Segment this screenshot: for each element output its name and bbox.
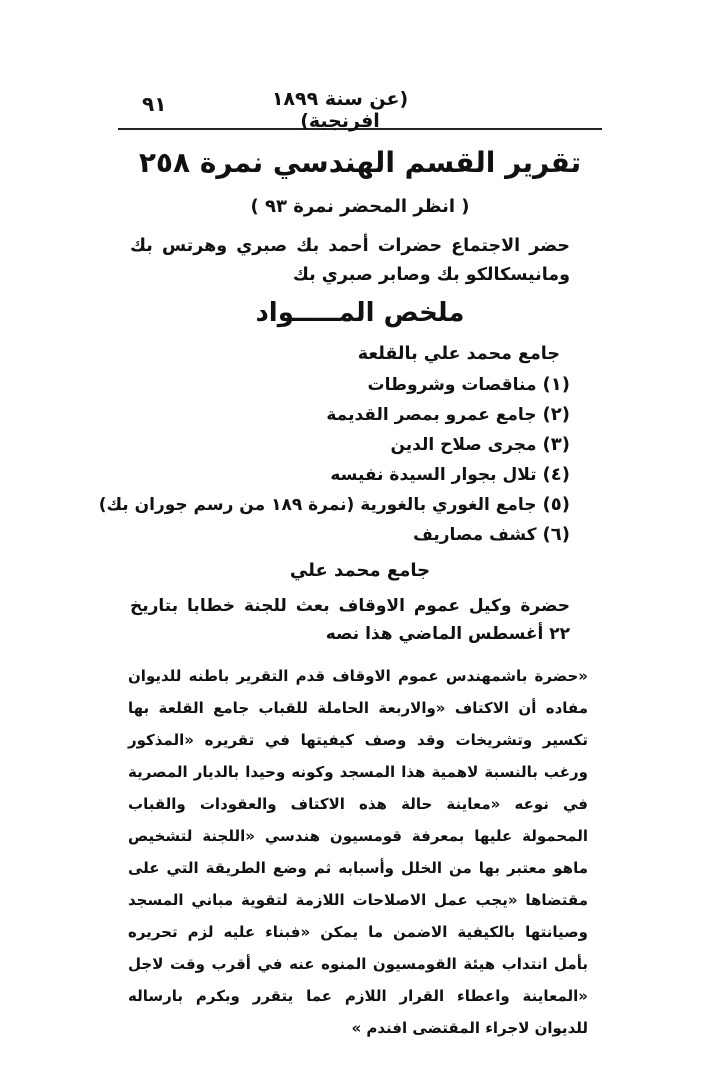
section-heading: جامع محمد علي xyxy=(289,560,431,581)
summary-list xyxy=(99,370,570,550)
item-number: (١) xyxy=(542,374,570,395)
item-number: (٥) xyxy=(542,494,570,515)
item-text: مناقصات وشروطات xyxy=(367,375,537,395)
item-number: (٣) xyxy=(542,434,570,455)
summary-title: ملخص المـــــواد xyxy=(255,298,465,328)
item-text: جامع عمرو بمصر القديمة xyxy=(326,405,537,425)
item-text: كشف مصاريف xyxy=(413,525,537,545)
item-text: مجرى صلاح الدين xyxy=(390,435,537,455)
running-header: (عن سنة ١٨٩٩ افرنجية) xyxy=(271,88,409,132)
intro-paragraph: حضرة وكيل عموم الاوقاف بعث للجنة خطابا بتاريخ ٢٢ أغسطس الماضي هذا نصه xyxy=(130,596,570,644)
item-text: جامع الغوري بالغورية (نمرة ١٨٩ من رسم جوران بك) xyxy=(98,495,537,515)
list-item xyxy=(99,520,570,550)
summary-subtitle: جامع محمد علي بالقلعة xyxy=(357,344,560,364)
page-number: ٩١ xyxy=(142,92,167,116)
list-item xyxy=(99,370,570,400)
item-number: (٦) xyxy=(542,524,570,545)
list-item xyxy=(99,400,570,430)
list-item xyxy=(99,490,570,520)
list-item xyxy=(99,430,570,460)
item-number: (٤) xyxy=(542,464,570,485)
item-number: (٢) xyxy=(542,404,570,425)
report-title: تقرير القسم الهندسي نمرة ٢٥٨ xyxy=(138,146,582,179)
attendees-paragraph: حضر الاجتماع حضرات أحمد بك صبري وهرتس بك ومانيسكالكو بك وصابر صبري بك xyxy=(130,236,570,285)
quoted-letter: «حضرة باشمهندس عموم الاوقاف قدم التقرير باطنه للديوان مفاده أن الاكتاف «والاربعة الحاملة للقباب جامع القلعة بها تكسير وتشريخات وقد وصف كيفيتها في تقريره «المذكور ورغب بالنسبة لاهمية هذا المسجد وكونه وحيدا بالديار المصرية في نوعه «معاينة حالة هذه الاكتاف والعقودات والقباب المحمولة عليها بمعرفة قومسيون هندسي «اللجنة لتشخيص ماهو معتبر بها من الخلل وأسبابه ثم وضع الطريقة التي على مقتضاها «يجب عمل الاصلاحات اللازمة لتقوية مباني المسجد وصيانتها بالكيفية الاضمن ما يمكن «فبناء عليه لزم تحريره بأمل انتداب هيئة القومسيون المنوه عنه في أقرب وقت لاجل «المعاينة واعطاء القرار اللازم عما يتقرر وبكرم بارساله للديوان لاجراء المقتضى افندم » xyxy=(128,667,588,1037)
list-item xyxy=(99,460,570,490)
item-text: تلال بجوار السيدة نفيسه xyxy=(330,465,537,485)
report-reference: ( انظر المحضر نمرة ٩٣ ) xyxy=(250,196,470,217)
